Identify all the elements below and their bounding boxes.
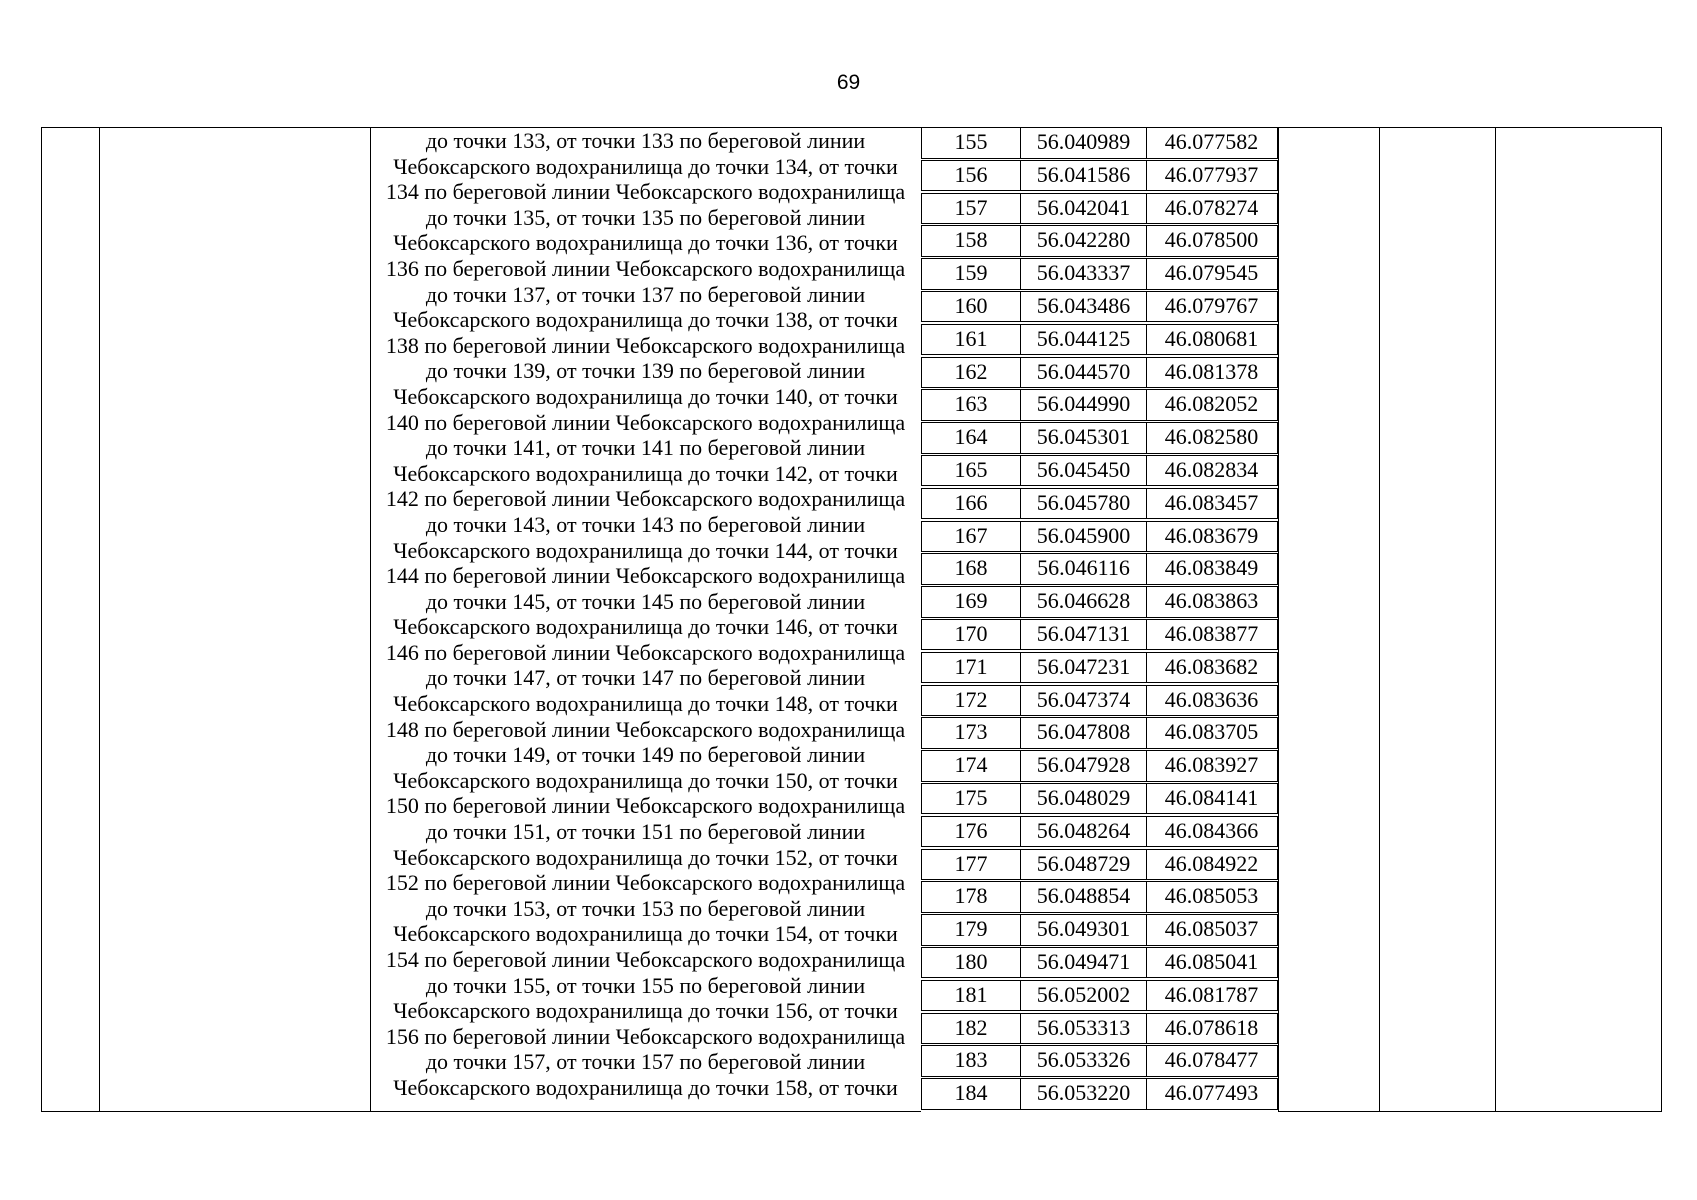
- latitude-cell: 56.047231: [1020, 653, 1146, 683]
- description-line: до точки 155, от точки 155 по береговой линии: [425, 972, 866, 998]
- table-row: [921, 258, 1278, 290]
- description-line: до точки 157, от точки 157 по береговой линии: [425, 1049, 866, 1075]
- table-row: [921, 685, 1278, 717]
- table-row: [921, 127, 1278, 159]
- longitude-cell: 46.079545: [1146, 259, 1276, 289]
- point-number: 181: [954, 981, 988, 1007]
- longitude-cell: 46.083679: [1146, 522, 1276, 552]
- table-row: [921, 521, 1278, 553]
- point-number: 176: [954, 817, 988, 843]
- latitude-cell: 56.042280: [1020, 226, 1146, 256]
- point-number: 155: [954, 129, 988, 154]
- description-line: 156 по береговой линии Чебоксарского водохранилища: [385, 1023, 906, 1049]
- table-row: [921, 783, 1278, 815]
- latitude-cell: 56.048729: [1020, 850, 1146, 880]
- longitude-cell: 46.082052: [1146, 390, 1276, 420]
- description-line: 154 по береговой линии Чебоксарского водохранилища: [385, 947, 906, 972]
- description-line: до точки 139, от точки 139 по береговой линии: [425, 358, 866, 384]
- latitude-cell: 56.043486: [1020, 292, 1146, 322]
- longitude-cell: 46.083849: [1146, 554, 1276, 584]
- description-line: 142 по береговой линии Чебоксарского водохранилища: [385, 486, 906, 512]
- description-line: 134 по береговой линии Чебоксарского водохранилища: [385, 179, 906, 205]
- point-number: 158: [954, 227, 988, 253]
- longitude-cell: 46.083457: [1146, 489, 1276, 519]
- point-number: 173: [954, 719, 988, 745]
- latitude-cell: 56.049471: [1020, 948, 1146, 978]
- latitude-cell: 56.044570: [1020, 358, 1146, 388]
- longitude-cell: 46.082834: [1146, 456, 1276, 486]
- description-line: до точки 143, от точки 143 по береговой линии: [425, 511, 866, 537]
- page-number: 69: [836, 71, 861, 94]
- point-number: 163: [954, 391, 988, 417]
- longitude-cell: 46.085041: [1146, 948, 1276, 978]
- description-line: до точки 147, от точки 147 по береговой линии: [425, 665, 866, 691]
- table-row: [921, 553, 1278, 585]
- longitude-cell: 46.085037: [1146, 915, 1276, 945]
- description-line: до точки 137, от точки 137 по береговой линии: [425, 281, 866, 307]
- longitude-cell: 46.083682: [1146, 653, 1276, 683]
- longitude-cell: 46.085053: [1146, 882, 1276, 912]
- table-row: [921, 357, 1278, 389]
- longitude-cell: 46.081787: [1146, 981, 1276, 1011]
- point-number: 177: [954, 850, 988, 876]
- longitude-cell: 46.077937: [1146, 161, 1276, 191]
- table-row: [921, 750, 1278, 782]
- description-line: Чебоксарского водохранилища до точки 152, от точки: [393, 844, 898, 870]
- table-row: [921, 914, 1278, 946]
- longitude-cell: 46.077493: [1146, 1079, 1276, 1109]
- point-number: 175: [954, 784, 988, 810]
- point-number: 156: [954, 161, 988, 187]
- point-number: 171: [954, 653, 988, 679]
- table-row: [921, 652, 1278, 684]
- table-row: [921, 1078, 1278, 1110]
- table-row: [921, 389, 1278, 421]
- boundary-description: [370, 127, 921, 1101]
- coordinates-table: [921, 127, 1278, 1111]
- latitude-cell: 56.053313: [1020, 1014, 1146, 1044]
- description-line: 138 по береговой линии Чебоксарского водохранилища: [385, 332, 906, 358]
- table-row: [921, 193, 1278, 225]
- longitude-cell: 46.082580: [1146, 423, 1276, 453]
- table-row: [921, 488, 1278, 520]
- point-number: 178: [954, 883, 988, 909]
- point-number: 183: [954, 1047, 988, 1073]
- latitude-cell: 56.040989: [1020, 128, 1146, 158]
- description-line: до точки 141, от точки 141 по береговой линии: [425, 435, 866, 461]
- table-row: [921, 422, 1278, 454]
- latitude-cell: 56.048029: [1020, 784, 1146, 814]
- description-line: 136 по береговой линии Чебоксарского водохранилища: [385, 255, 906, 281]
- description-line: до точки 133, от точки 133 по береговой линии: [425, 128, 866, 153]
- longitude-cell: 46.078618: [1146, 1014, 1276, 1044]
- table-row: [921, 455, 1278, 487]
- longitude-cell: 46.080681: [1146, 325, 1276, 355]
- point-number: 165: [954, 456, 988, 482]
- longitude-cell: 46.078274: [1146, 194, 1276, 224]
- latitude-cell: 56.045301: [1020, 423, 1146, 453]
- latitude-cell: 56.047808: [1020, 718, 1146, 748]
- point-number: 159: [954, 260, 988, 286]
- description-line: Чебоксарского водохранилища до точки 150, от точки: [393, 767, 898, 793]
- description-line: Чебоксарского водохранилища до точки 158, от точки: [393, 1074, 898, 1100]
- longitude-cell: 46.084922: [1146, 850, 1276, 880]
- description-line: 150 по береговой линии Чебоксарского водохранилища: [385, 793, 906, 819]
- latitude-cell: 56.045450: [1020, 456, 1146, 486]
- point-number: 184: [954, 1080, 988, 1106]
- latitude-cell: 56.042041: [1020, 194, 1146, 224]
- longitude-cell: 46.083636: [1146, 686, 1276, 716]
- description-line: до точки 153, от точки 153 по береговой линии: [425, 895, 866, 921]
- point-number: 161: [954, 325, 988, 351]
- description-line: Чебоксарского водохранилища до точки 142, от точки: [393, 460, 898, 486]
- table-row: [921, 881, 1278, 913]
- table-col-empty-1: [1278, 127, 1379, 1112]
- table-row: [921, 160, 1278, 192]
- description-line: 152 по береговой линии Чебоксарского водохранилища: [385, 870, 906, 896]
- table-col-empty-3: [1495, 127, 1662, 1112]
- latitude-cell: 56.049301: [1020, 915, 1146, 945]
- description-line: Чебоксарского водохранилища до точки 136, от точки: [393, 230, 898, 256]
- description-line: 144 по береговой линии Чебоксарского водохранилища: [385, 563, 906, 589]
- description-line: до точки 145, от точки 145 по береговой линии: [425, 588, 866, 614]
- latitude-cell: 56.047131: [1020, 620, 1146, 650]
- latitude-cell: 56.053220: [1020, 1079, 1146, 1109]
- table-row: [921, 324, 1278, 356]
- longitude-cell: 46.084366: [1146, 817, 1276, 847]
- point-number: 179: [954, 916, 988, 942]
- table-col-index: [41, 127, 99, 1112]
- longitude-cell: 46.083877: [1146, 620, 1276, 650]
- point-number: 160: [954, 292, 988, 318]
- point-number: 168: [954, 555, 988, 581]
- description-line: Чебоксарского водохранилища до точки 134, от точки: [393, 153, 898, 179]
- latitude-cell: 56.044125: [1020, 325, 1146, 355]
- latitude-cell: 56.045900: [1020, 522, 1146, 552]
- table-row: [921, 1045, 1278, 1077]
- latitude-cell: 56.045780: [1020, 489, 1146, 519]
- table-row: [921, 619, 1278, 651]
- description-line: Чебоксарского водохранилища до точки 144, от точки: [393, 537, 898, 563]
- longitude-cell: 46.081378: [1146, 358, 1276, 388]
- table-col-name: [99, 127, 370, 1112]
- table-row: [921, 225, 1278, 257]
- point-number: 164: [954, 424, 988, 450]
- description-line: Чебоксарского водохранилища до точки 148, от точки: [393, 691, 898, 717]
- longitude-cell: 46.084141: [1146, 784, 1276, 814]
- description-line: до точки 149, от точки 149 по береговой линии: [425, 742, 866, 768]
- point-number: 174: [954, 752, 988, 778]
- table-row: [921, 849, 1278, 881]
- latitude-cell: 56.048854: [1020, 882, 1146, 912]
- point-number: 169: [954, 588, 988, 614]
- longitude-cell: 46.083705: [1146, 718, 1276, 748]
- description-line: Чебоксарского водохранилища до точки 140, от точки: [393, 383, 898, 409]
- latitude-cell: 56.047374: [1020, 686, 1146, 716]
- description-line: 148 по береговой линии Чебоксарского водохранилища: [385, 716, 906, 742]
- description-line: до точки 135, от точки 135 по береговой линии: [425, 204, 866, 230]
- table-row: [921, 1013, 1278, 1045]
- point-number: 166: [954, 489, 988, 515]
- longitude-cell: 46.078477: [1146, 1046, 1276, 1076]
- description-line: Чебоксарского водохранилища до точки 138, от точки: [393, 307, 898, 333]
- description-line: 146 по береговой линии Чебоксарского водохранилища: [385, 639, 906, 665]
- description-line: Чебоксарского водохранилища до точки 154, от точки: [393, 921, 898, 947]
- point-number: 162: [954, 358, 988, 384]
- description-line: Чебоксарского водохранилища до точки 146, от точки: [393, 614, 898, 640]
- table-col-empty-2: [1379, 127, 1495, 1112]
- point-number: 182: [954, 1014, 988, 1040]
- description-line: 140 по береговой линии Чебоксарского водохранилища: [385, 409, 906, 435]
- longitude-cell: 46.078500: [1146, 226, 1276, 256]
- latitude-cell: 56.043337: [1020, 259, 1146, 289]
- longitude-cell: 46.083927: [1146, 751, 1276, 781]
- latitude-cell: 56.041586: [1020, 161, 1146, 191]
- longitude-cell: 46.077582: [1146, 128, 1276, 158]
- point-number: 167: [954, 522, 988, 548]
- table-row: [921, 980, 1278, 1012]
- point-number: 172: [954, 686, 988, 712]
- table-row: [921, 717, 1278, 749]
- description-line: до точки 151, от точки 151 по береговой линии: [425, 819, 866, 845]
- point-number: 157: [954, 194, 988, 220]
- table-row: [921, 586, 1278, 618]
- latitude-cell: 56.053326: [1020, 1046, 1146, 1076]
- point-number: 170: [954, 620, 988, 646]
- latitude-cell: 56.044990: [1020, 390, 1146, 420]
- latitude-cell: 56.046628: [1020, 587, 1146, 617]
- latitude-cell: 56.052002: [1020, 981, 1146, 1011]
- longitude-cell: 46.083863: [1146, 587, 1276, 617]
- table-row: [921, 291, 1278, 323]
- point-number: 180: [954, 948, 988, 974]
- table-row: [921, 947, 1278, 979]
- latitude-cell: 56.047928: [1020, 751, 1146, 781]
- latitude-cell: 56.048264: [1020, 817, 1146, 847]
- longitude-cell: 46.079767: [1146, 292, 1276, 322]
- description-line: Чебоксарского водохранилища до точки 156, от точки: [393, 998, 898, 1024]
- latitude-cell: 56.046116: [1020, 554, 1146, 584]
- table-row: [921, 816, 1278, 848]
